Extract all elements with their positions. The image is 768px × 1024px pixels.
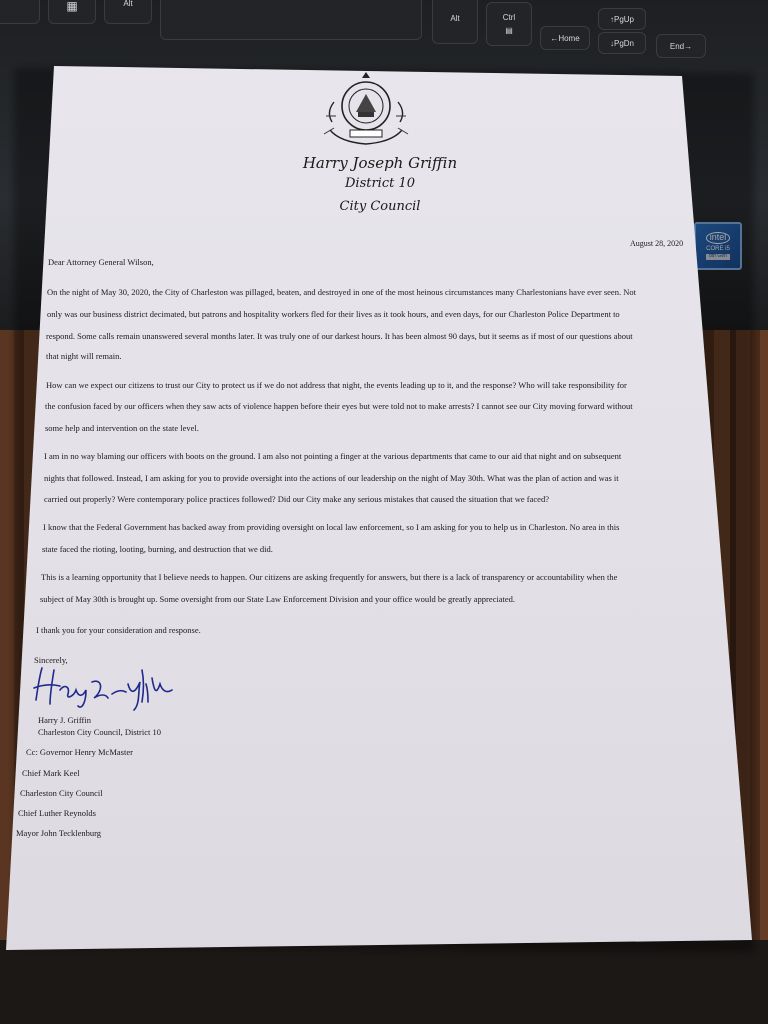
handwritten-signature bbox=[30, 660, 180, 712]
paragraph-line: that night will remain. bbox=[46, 351, 122, 361]
paragraph-line: On the night of May 30, 2020, the City of Charleston was pillaged, beaten, and destroyed in one of the most heinous circumstances many Charlestonians have ever seen. Not bbox=[47, 287, 636, 297]
cc-line: Chief Luther Reynolds bbox=[18, 808, 96, 818]
intel-line2: 8th Gen bbox=[706, 254, 730, 260]
sign-off: Sincerely, bbox=[34, 655, 68, 665]
cc-line: Cc: Governor Henry McMaster bbox=[26, 747, 133, 757]
paragraph-line: subject of May 30th is brought up. Some oversight from our State Law Enforcement Division and your office would be greatly appreciated. bbox=[40, 594, 516, 604]
cc-line: Mayor John Tecklenburg bbox=[16, 828, 102, 838]
paragraph-line: I know that the Federal Government has backed away from providing oversight on local law enforcement, so I am asking for you to help us in Charleston. No area in this bbox=[43, 522, 620, 532]
key-pgup-label: ↑PgUp bbox=[609, 14, 634, 24]
letterhead-district: District 10 bbox=[344, 176, 416, 191]
key-alt-left-label: Alt bbox=[123, 0, 133, 8]
key-pgdn-label: ↓PgDn bbox=[609, 38, 634, 48]
key-alt-right-label: Alt bbox=[450, 13, 460, 23]
paragraph-line: carried out properly? Were contemporary police practices followed? Did our City make any serious mistakes that caused the situation that we faced? bbox=[44, 494, 549, 504]
paragraph-line: state faced the rioting, looting, burning, and destruction that we did. bbox=[42, 544, 273, 554]
salutation: Dear Attorney General Wilson, bbox=[48, 257, 154, 267]
key-home-label: ←Home bbox=[550, 33, 580, 43]
paragraph-line: the confusion faced by our officers when they saw acts of violence happen before their eyes but were told not to make arrests? I cannot see our City moving forward without bbox=[45, 401, 633, 411]
cc-line: Charleston City Council bbox=[20, 788, 103, 798]
paragraph-line: nights that followed. Instead, I am asking for you to provide oversight into the actions of our leadership on the night of May 30th. What was the plan of action and was it bbox=[44, 473, 619, 483]
intel-logo: intel bbox=[706, 232, 731, 244]
paragraph-line: This is a learning opportunity that I believe needs to happen. Our citizens are asking frequently for answers, but there is a lack of transparency or accountability when the bbox=[41, 572, 618, 582]
paragraph-line: respond. Some calls remain unanswered several months later. It was truly one of our darkest hours. It has been almost 90 days, but it seems as if most of our questions about bbox=[46, 331, 633, 341]
windows-icon: ▦ bbox=[66, 0, 78, 13]
paragraph-line: How can we expect our citizens to trust our City to protect us if we do not address that night, the events leading up to it, and the response? Who will take responsibility for bbox=[46, 380, 627, 390]
key-end-label: End→ bbox=[669, 41, 693, 51]
letter-date: August 28, 2020 bbox=[630, 239, 684, 248]
intel-line1: CORE i5 bbox=[706, 245, 730, 252]
cc-line: Chief Mark Keel bbox=[22, 768, 80, 778]
closing-thanks: I thank you for your consideration and response. bbox=[36, 625, 201, 635]
paragraph-line: some help and intervention on the state level. bbox=[45, 423, 199, 433]
letterhead-council: City Council bbox=[339, 199, 421, 214]
letterhead-name: Harry Joseph Griffin bbox=[302, 154, 458, 172]
city-seal-icon bbox=[320, 72, 412, 148]
paragraph-line: I am in no way blaming our officers with boots on the ground. I am also not pointing a finger at the various departments that came to our aid that night and on subsequent bbox=[44, 451, 622, 461]
menu-icon: ▤ bbox=[505, 26, 513, 35]
signer-name: Harry J. Griffin bbox=[38, 715, 91, 725]
key-ctrl-label: Ctrl bbox=[502, 13, 516, 22]
signer-title: Charleston City Council, District 10 bbox=[38, 727, 162, 737]
paragraph-line: only was our business district decimated, but patrons and hospitality workers fled for their lives as it took hours, and even days, for our Charleston Police Department to bbox=[47, 309, 620, 319]
